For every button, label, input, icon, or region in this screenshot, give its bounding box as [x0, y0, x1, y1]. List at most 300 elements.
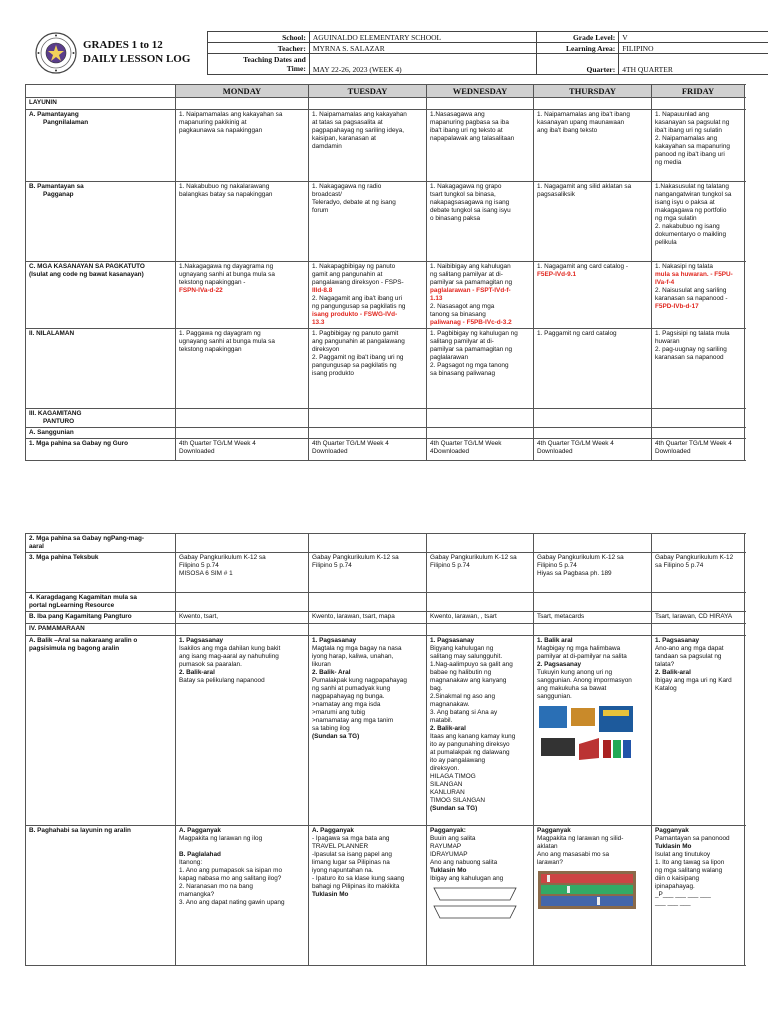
day-header-wednesday: WEDNESDAY: [427, 85, 534, 98]
day-cell: [652, 624, 745, 636]
table-row: [26, 439, 745, 461]
row-label-line: IV. PAMAMARAAN: [29, 625, 85, 632]
row-label: [26, 182, 176, 262]
cell-line: 1.Nakasusulat ng talatang: [655, 183, 729, 190]
cell-line: huwaran: [655, 338, 680, 345]
cell-line: Gabay Pangkurikulum K-12: [655, 554, 734, 561]
cell-line: diin o kaisipang: [655, 875, 700, 882]
cell-line: paliwanag - F5PB-IVc-d-3.2: [430, 319, 512, 326]
cell-line: Downloaded: [537, 448, 573, 455]
row-label: [26, 329, 176, 409]
cell-line: bahagi ng Pilipinas ito makikita: [312, 883, 400, 890]
day-cell: [534, 534, 652, 553]
cell-line: SILANGAN: [430, 781, 463, 788]
cell-line: pagpapahayag ng sariling ideya,: [312, 127, 405, 134]
row-label-line: B. Paghahabi sa layunin ng aralin: [29, 827, 131, 834]
cell-line: A. Pagganyak: [312, 827, 354, 834]
cell-line: 1. Nakasipi ng talata: [655, 263, 713, 270]
cell-line: Tuklasin Mo: [655, 843, 692, 850]
day-header-tuesday: TUESDAY: [309, 85, 427, 98]
cell-line: Bigyang kahulugan ng: [430, 645, 494, 652]
cell-line: ipinapahayag.: [655, 883, 695, 890]
cell-line: Magtala ng mga bagay na nasa: [312, 645, 402, 652]
cell-line: 4th Quarter TG/LM Week 4: [537, 440, 614, 447]
cell-line: - Ipagawa sa mga bata ang: [312, 835, 390, 842]
cell-line: A. Pagganyak: [179, 827, 221, 834]
cell-line: F5EP-IVd-9.1: [537, 271, 577, 278]
cell-line: B. Paglalahad: [179, 851, 221, 858]
cell-line: Gabay Pangkurikulum K-12 sa: [312, 554, 399, 561]
table-row: [26, 534, 745, 553]
day-cell: [534, 553, 652, 593]
day-cell: [652, 98, 745, 110]
cell-line: Itaas ang kanang kamay kung: [430, 733, 516, 740]
table-row: [26, 262, 745, 329]
day-cell: [427, 826, 534, 966]
cell-line: ng sanhi at pumadyak kung: [312, 685, 391, 692]
row-label-line: III. KAGAMITANG: [29, 410, 82, 417]
day-cell: [176, 262, 309, 329]
cell-line: 3. Ano ang dapat nating gawin upang: [179, 899, 285, 906]
row-label: [26, 826, 176, 966]
cell-line: matabil.: [430, 717, 453, 724]
cell-line: 4th Quarter TG/LM Week 4: [312, 440, 389, 447]
day-cell: [427, 636, 534, 826]
table-row: [26, 636, 745, 826]
cell-line: 1. Pagsasanay: [312, 637, 357, 644]
cell-line: 2. Balik-aral: [655, 669, 691, 676]
cell-line: Kwento, larawan, , tsart: [430, 613, 497, 620]
day-cell: [176, 593, 309, 612]
cell-line: pumasok sa paaralan.: [179, 661, 242, 668]
dates-label-line-1: Teaching Dates and: [243, 55, 306, 64]
table-row: [26, 428, 745, 439]
dates-value: MAY 22-26, 2023 (WEEK 4): [309, 54, 537, 75]
cell-line: at tatas sa pagsasalita at: [312, 119, 383, 126]
cell-line: damdamin: [312, 143, 342, 150]
cell-line: 1. Naipamamalas ang kakayahan sa: [179, 111, 283, 118]
document-title: [83, 38, 190, 66]
day-cell: [427, 553, 534, 593]
cell-line: magnanakaw.: [430, 701, 470, 708]
day-cell: [534, 624, 652, 636]
day-cell: [534, 612, 652, 624]
cell-line: 1. Nakagagawa ng grapo: [430, 183, 502, 190]
cell-line: 2. nakabubuo ng isang: [655, 223, 720, 230]
day-cell: [176, 329, 309, 409]
cell-line: Ano ang nabuong salita: [430, 859, 498, 866]
day-cell: [534, 262, 652, 329]
day-cell: [652, 534, 745, 553]
teacher-label: Teacher:: [208, 43, 310, 54]
row-label: [26, 553, 176, 593]
cell-line: (Sundan sa TG): [312, 733, 360, 740]
cell-line: 2. Naranasan mo na bang: [179, 883, 253, 890]
day-cell: [427, 182, 534, 262]
cell-line: kasanayan sa pagsulat ng: [655, 119, 730, 126]
cell-line: - Ipaturo ito sa klase kung saang: [312, 875, 405, 882]
row-label-line: (Isulat ang code ng bawat kasanayan): [29, 271, 144, 278]
cell-line: pamilyar sa pamamagitan ng: [430, 279, 513, 286]
school-label: School:: [208, 32, 310, 43]
cell-line: 1. Pagbibigay ng panuto gamit: [312, 330, 399, 337]
cell-line: tekstong napakinggan -: [179, 279, 246, 286]
cell-line: (Sundan sa TG): [430, 805, 478, 812]
day-cell: [427, 612, 534, 624]
cell-line: kasanayan upang maunawaan: [537, 119, 625, 126]
day-cell: [176, 439, 309, 461]
cell-line: kapag nabasa mo ang salitang ilog?: [179, 875, 282, 882]
cell-line: 2. Balik-aral: [179, 669, 215, 676]
cell-line: kakayahan sa mapanuring: [655, 143, 730, 150]
cell-line: 1.Nag-aalimpuyo sa galit ang: [430, 661, 513, 668]
cell-line: ang pangunahin at pangalawang: [312, 338, 405, 345]
cell-line: likuran: [312, 661, 331, 668]
day-cell: [427, 98, 534, 110]
row-label-line: 1. Mga pahina sa Gabay ng Guro: [29, 440, 129, 447]
day-cell: [176, 624, 309, 636]
table-row: [26, 624, 745, 636]
cell-line: 4Downloaded: [430, 448, 470, 455]
cell-line: Tukuyin kung anong uri ng: [537, 669, 613, 676]
row-label-line: B. Iba pang Kagamitang Pangturo: [29, 613, 132, 620]
cell-line: aklatan: [537, 843, 558, 850]
cell-line: broadcast/: [312, 191, 342, 198]
reference-books-image: [537, 704, 648, 767]
day-cell: [176, 553, 309, 593]
cell-line: 2. Balik- Aral: [312, 669, 351, 676]
cell-line: Filipino 5 p.74: [537, 562, 577, 569]
day-cell: [652, 636, 745, 826]
cell-line: gamit ang pangunahin at: [312, 271, 383, 278]
cell-line: 2. Nagagamit ang iba't ibang uri: [312, 295, 403, 302]
cell-line: debate tungkol sa isang isyu: [430, 207, 511, 214]
row-label: [26, 439, 176, 461]
cell-line: Filipino 5 p.74: [430, 562, 470, 569]
cell-line: 1. Pagbibigay ng kahulugan ng: [430, 330, 518, 337]
row-label-line: portal ngLearning Resource: [29, 602, 115, 609]
cell-line: karanasan sa napanood -: [655, 295, 728, 302]
day-cell: [309, 329, 427, 409]
day-header-friday: FRIDAY: [652, 85, 745, 98]
cell-line: Hiyas sa Pagbasa ph. 189: [537, 570, 612, 577]
day-cell: [652, 428, 745, 439]
row-label-line: 3. Mga pahina Teksbuk: [29, 554, 99, 561]
cell-line: mamangka?: [179, 891, 215, 898]
cell-line: HILAGA TIMOG: [430, 773, 476, 780]
cell-line: 1. Ito ang tawag sa lipon: [655, 859, 725, 866]
cell-line: Magbigay ng mga halimbawa: [537, 645, 621, 652]
table-row: [26, 553, 745, 593]
cell-line: Filipino 5 p.74: [312, 562, 352, 569]
cell-line: sa tabing ilog: [312, 725, 350, 732]
row-label-line: aaral: [29, 543, 44, 550]
cell-line: Ano-ano ang mga dapat: [655, 645, 724, 652]
row-label: [26, 593, 176, 612]
cell-line: Teleradyo, debate at ng isang: [312, 199, 396, 206]
cell-line: Gabay Pangkurikulum K-12 sa: [179, 554, 266, 561]
day-cell: [534, 826, 652, 966]
cell-line: 1. Nagagamit ang card catalog -: [537, 263, 628, 270]
cell-line: 13.3: [312, 319, 325, 326]
day-cell: [427, 593, 534, 612]
cell-line: sa Filipino 5 p.74: [655, 562, 704, 569]
day-cell: [309, 439, 427, 461]
dates-label: [208, 54, 310, 75]
cell-line: direksyon.: [430, 765, 460, 772]
cell-line: talata?: [655, 661, 675, 668]
cell-line: Pumalakpak kung nagpapahayag: [312, 677, 407, 684]
cell-line: 4th Quarter TG/LM Week 4: [179, 440, 256, 447]
day-cell: [652, 329, 745, 409]
cell-line: isang produkto - FSWG-IVd-: [312, 311, 398, 318]
teacher-value: MYRNA S. SALAZAR: [309, 43, 537, 54]
cell-line: tanong sa binasang: [430, 311, 486, 318]
cell-line: tandaan sa pagsulat ng: [655, 653, 722, 660]
day-cell: [176, 428, 309, 439]
cell-line: salitang pamilyar at di-: [430, 338, 494, 345]
cell-line: 1. Paggamit ng card catalog: [537, 330, 617, 337]
table-row: [26, 98, 745, 110]
day-cell: [427, 439, 534, 461]
day-cell: [309, 534, 427, 553]
cell-line: 2. Pagsasanay: [537, 661, 582, 668]
day-cell: [534, 428, 652, 439]
day-cell: [534, 593, 652, 612]
cell-line: babae ng halibutin ng: [430, 669, 492, 676]
day-cell: [309, 182, 427, 262]
day-cell: [534, 110, 652, 182]
cell-line: 2. Naisusulat ang sariling: [655, 287, 727, 294]
cell-line: ito ay pangunahing direksyo: [430, 741, 510, 748]
cell-line: 2. Pagsagot ng mga tanong: [430, 362, 509, 369]
cell-line: -Ipasulat sa isang papel ang: [312, 851, 392, 858]
cell-line: pagkaunawa sa napakinggan: [179, 127, 263, 134]
cell-line: pamilyar at di-pamilyar na salita: [537, 653, 627, 660]
cell-line: 1. Balik aral: [537, 637, 573, 644]
info-table: [207, 31, 768, 75]
day-cell: [652, 612, 745, 624]
cell-line: Buuin ang salita: [430, 835, 476, 842]
cell-line: Ano ang masasabi mo sa: [537, 851, 610, 858]
cell-line: Ibigay ang mga uri ng Kard: [655, 677, 732, 684]
cell-line: ang isang mag-aaral ay nahuhuling: [179, 653, 279, 660]
cell-line: 1. Pagsasanay: [655, 637, 700, 644]
cell-line: salitang may salungguhit.: [430, 653, 503, 660]
cell-line: 2. pag-uugnay ng sariling: [655, 346, 727, 353]
day-cell: [309, 110, 427, 182]
cell-line: limang lugar sa Pilipinas na: [312, 859, 390, 866]
cell-line: napapalawak ang talasalitaan: [430, 135, 515, 142]
row-label: [26, 534, 176, 553]
day-cell: [176, 110, 309, 182]
table-row: [26, 826, 745, 966]
lesson-log-table-part-1: [25, 84, 745, 461]
day-cell: [309, 409, 427, 428]
cell-line: ng pangungusap sa pagkilatis ng: [312, 303, 406, 310]
day-cell: [652, 262, 745, 329]
cell-line: pangalawang direksyon - FSPS-: [312, 279, 404, 286]
cell-line: 4th Quarter TG/LM Week 4: [655, 440, 732, 447]
cell-line: ___ ___ ___: [655, 899, 691, 906]
cell-line: mula sa huwaran. - F5PU-: [655, 271, 733, 278]
cell-line: bag.: [430, 685, 443, 692]
cell-line: MISOSA 6 SIM # 1: [179, 570, 233, 577]
row-label-line: Pagganap: [43, 191, 74, 198]
cell-line: karanasan sa napanood: [655, 354, 724, 361]
cell-line: ang makukuha sa bawat: [537, 685, 607, 692]
cell-line: Batay sa pelikulang napanood: [179, 677, 265, 684]
row-label-line: A. Balik –Aral sa nakaraang aralin o: [29, 637, 138, 644]
cell-line: ng salitang pamilyar at di-: [430, 271, 503, 278]
cell-line: 2.Sinakmal ng aso ang: [430, 693, 496, 700]
row-label-line: B. Pamantayan sa: [29, 183, 84, 190]
cell-line: IIId-8.8: [312, 287, 333, 294]
cell-line: nangangatwiran tungkol sa: [655, 191, 732, 198]
cell-line: isang produkto: [312, 370, 354, 377]
cell-line: ng mga salitang walang: [655, 867, 723, 874]
cell-line: o binasang paksa: [430, 215, 481, 222]
cell-line: iyong napuntahan na.: [312, 867, 374, 874]
row-label: [26, 98, 176, 110]
day-cell: [427, 262, 534, 329]
cell-line: TRAVEL PLANNER: [312, 843, 369, 850]
cell-line: Pagganyak:: [430, 827, 466, 834]
cell-line: ng media: [655, 159, 682, 166]
cell-line: >marumi ang tubig: [312, 709, 366, 716]
cell-line: Downloaded: [312, 448, 348, 455]
day-cell: [652, 553, 745, 593]
cell-line: KANLURAN: [430, 789, 465, 796]
cell-line: RAYUMAP: [430, 843, 462, 850]
cell-line: 3. Ang batang si Ana ay: [430, 709, 498, 716]
table-row: [26, 110, 745, 182]
day-header-monday: MONDAY: [176, 85, 309, 98]
row-label: [26, 428, 176, 439]
cell-line: 1. Naipamamalas ang iba't ibang: [537, 111, 630, 118]
cell-line: Tuklasin Mo: [312, 891, 349, 898]
row-label-line: 4. Karagdagang Kagamitan mula sa: [29, 594, 137, 601]
cell-line: 1. Pagsasanay: [430, 637, 475, 644]
day-cell: [534, 409, 652, 428]
day-cell: [176, 409, 309, 428]
cell-line: balangkas batay sa napakinggan: [179, 191, 273, 198]
cell-line: Isulat ang tinutukoy: [655, 851, 711, 858]
cell-line: iyong harap, kaliwa, unahan,: [312, 653, 394, 660]
cell-line: 1. Paggawa ng dayagram ng: [179, 330, 261, 337]
row-label-line: pagsisimula ng bagong aralin: [29, 645, 120, 652]
cell-line: 1. Nakapagbibigay ng panuto: [312, 263, 396, 270]
cell-line: FSPN-IVa-d-22: [179, 287, 223, 294]
cell-line: Kwento, tsart,: [179, 613, 219, 620]
day-cell: [176, 182, 309, 262]
day-cell: [652, 182, 745, 262]
cell-line: ang iba't ibang teksto: [537, 127, 598, 134]
cell-line: mapanuring pagbasa sa iba: [430, 119, 509, 126]
cell-line: at pumalakpak ng dalawang: [430, 749, 510, 756]
cell-line: nagpapahayag ng bunga.: [312, 693, 385, 700]
scrambled-word-shapes: [430, 886, 530, 923]
cell-line: ng mga sulatin: [655, 215, 697, 222]
cell-line: pagsasaliksik: [537, 191, 576, 198]
cell-line: F5PD-IVb-d-17: [655, 303, 699, 310]
table-row: [26, 612, 745, 624]
library-image: [537, 870, 648, 913]
cell-line: Magpakita ng larawan ng ilog: [179, 835, 263, 842]
cell-line: Gabay Pangkurikulum K-12 sa: [430, 554, 517, 561]
cell-line: >namatay ang mga isda: [312, 701, 381, 708]
day-cell: [309, 624, 427, 636]
cell-line: iba't ibang uri ng sulatin: [655, 127, 722, 134]
cell-line: Tsart, metacards: [537, 613, 585, 620]
day-header-row: [26, 85, 745, 98]
header-blank: [26, 85, 176, 98]
quarter-value: 4TH QUARTER: [619, 54, 768, 75]
cell-line: Tuklasin Mo: [430, 867, 467, 874]
cell-line: ito ay pangalawang: [430, 757, 486, 764]
row-label-line: C. MGA KASANAYAN SA PAGKATUTO: [29, 263, 145, 270]
day-cell: [176, 98, 309, 110]
cell-line: paglalarawan: [430, 354, 469, 361]
cell-line: pelikula: [655, 239, 677, 246]
cell-line: Filipino 5 p.74: [179, 562, 219, 569]
day-cell: [427, 428, 534, 439]
day-cell: [176, 534, 309, 553]
cell-line: nakapagsasagawa ng isang: [430, 199, 510, 206]
day-header-thursday: THURSDAY: [534, 85, 652, 98]
row-label-line: II. NILALAMAN: [29, 330, 75, 337]
cell-line: forum: [312, 207, 329, 214]
table-row: [26, 182, 745, 262]
day-cell: [176, 826, 309, 966]
area-label: Learning Area:: [537, 43, 619, 54]
day-cell: [309, 826, 427, 966]
day-cell: [427, 534, 534, 553]
cell-line: sanggunian. Anong impormasyon: [537, 677, 632, 684]
day-cell: [309, 98, 427, 110]
day-cell: [309, 636, 427, 826]
cell-line: Magpakita ng larawan ng silid-: [537, 835, 624, 842]
day-cell: [309, 262, 427, 329]
day-cell: [427, 329, 534, 409]
quarter-label: Quarter:: [537, 54, 619, 75]
cell-line: mapanuring pakikinig at: [179, 119, 247, 126]
cell-line: tsart tungkol sa binasa,: [430, 191, 496, 198]
day-cell: [652, 409, 745, 428]
cell-line: Gabay Pangkurikulum K-12 sa: [537, 554, 624, 561]
row-label-line: A. Sanggunian: [29, 429, 74, 436]
table-row: [26, 329, 745, 409]
day-cell: [427, 409, 534, 428]
title-line-2: DAILY LESSON LOG: [83, 53, 191, 65]
cell-line: makagagawa ng portfolio: [655, 207, 727, 214]
grade-value: V: [619, 32, 768, 43]
row-label: [26, 262, 176, 329]
cell-line: 1.13: [430, 295, 443, 302]
cell-line: pamilyar sa pamamagitan ng: [430, 346, 513, 353]
row-label-line: Pangnilalaman: [43, 119, 89, 126]
cell-line: 1. Naibibigay ang kahulugan: [430, 263, 511, 270]
dates-label-line-2: Time:: [286, 64, 306, 73]
row-label: [26, 110, 176, 182]
cell-line: dokumentaryo o maikling: [655, 231, 727, 238]
cell-line: direksyon: [312, 346, 340, 353]
cell-line: Downloaded: [655, 448, 691, 455]
row-label: [26, 612, 176, 624]
lesson-log-table-part-2: [25, 533, 745, 966]
cell-line: sa binasang paliwanag: [430, 370, 496, 377]
cell-line: 1.Nasasagawa ang: [430, 111, 485, 118]
